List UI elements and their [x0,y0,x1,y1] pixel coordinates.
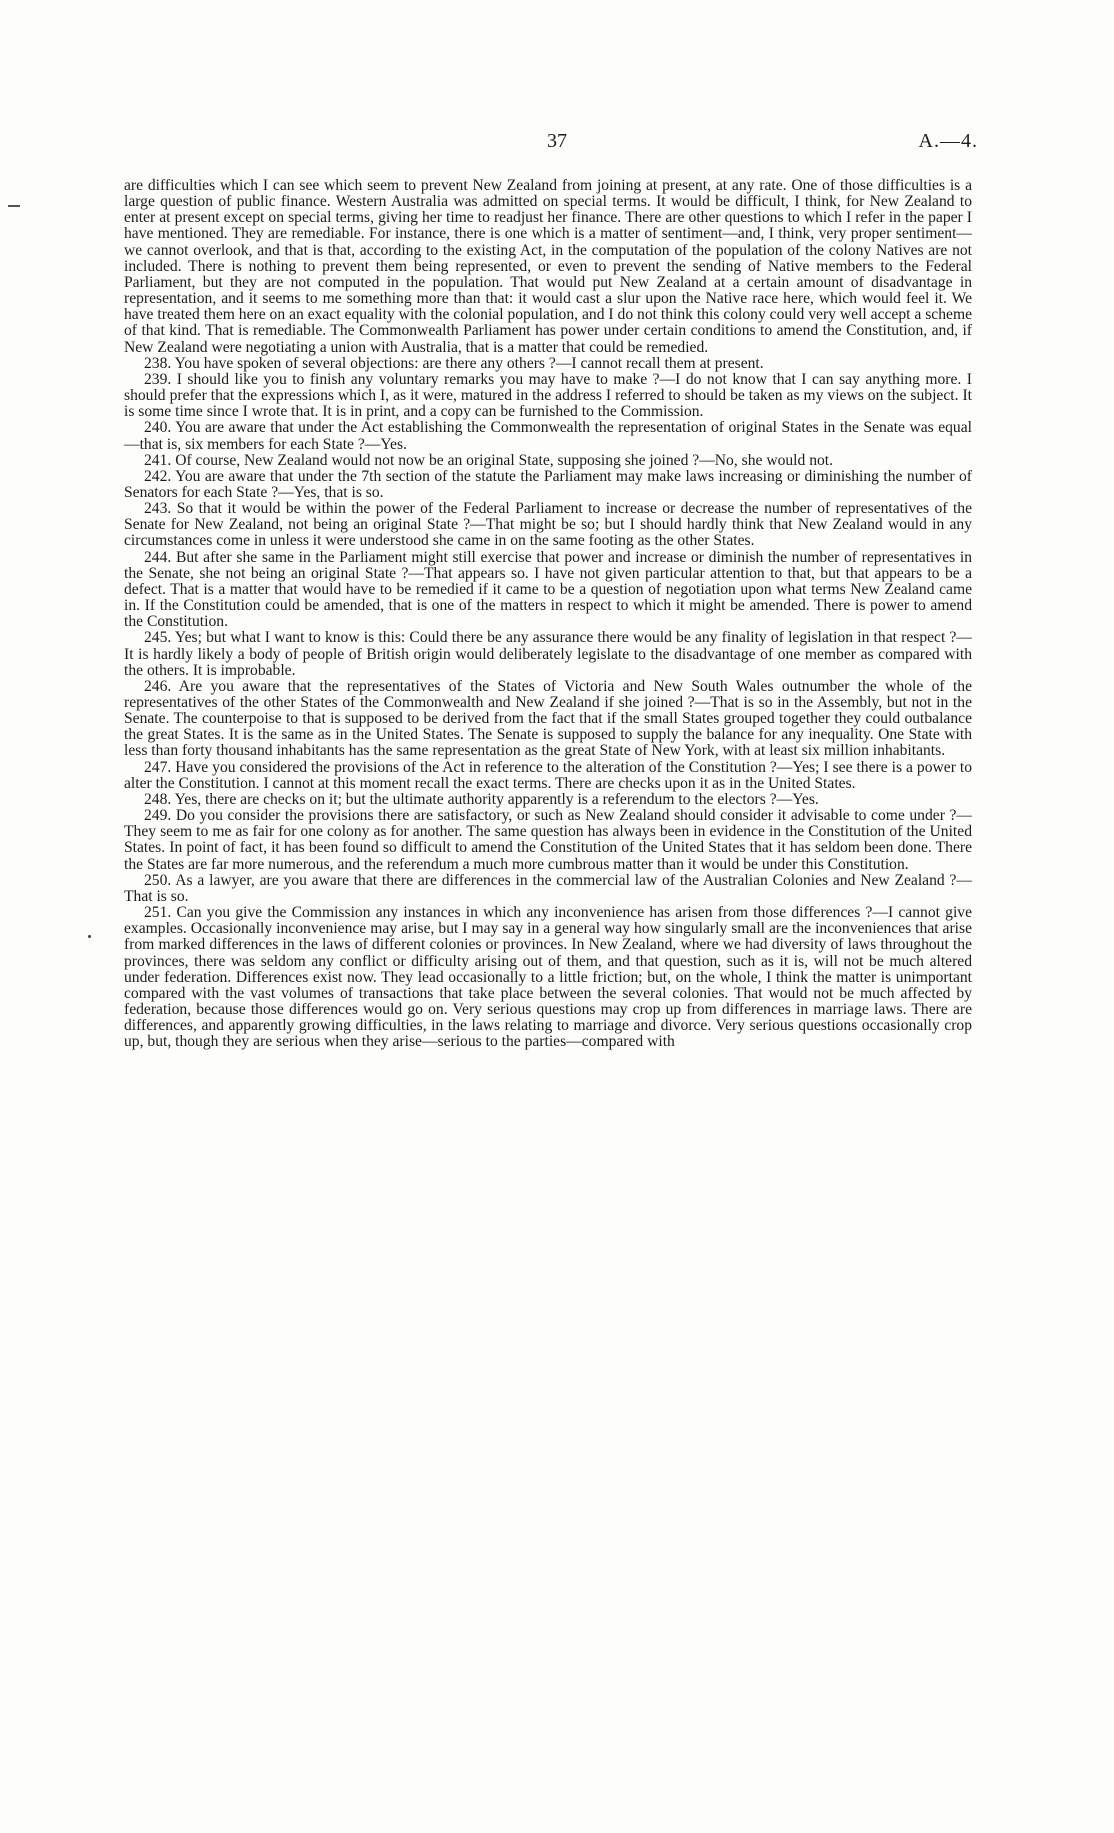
page-number: 37 [547,130,567,152]
continuation-paragraph: are difficulties which I can see which seem to prevent New Zealand from joining at present, at any rate. One of those difficulties is a large question of public finance. Western Australia was admitted on special terms. It would be difficult, I think, for New Zealand to enter at present except on special terms, giving her time to readjust her finance. There are other questions to which I refer in the paper I have mentioned. They are remediable. For instance, there is one which is a matter of sentiment—and, I think, very proper sentiment—we cannot overlook, and that is that, according to the existing Act, in the computation of the population of the colony Natives are not included. There is nothing to prevent them being represented, or even to prevent the sending of Native members to the Federal Parliament, but they are not computed in the population. That would put New Zealand at a certain amount of disadvantage in representation, and it seems to me something more than that: it would cast a slur upon the Native race here, which would feel it. We have treated them here on an exact equality with the colonial population, and I do not think this colony could very well accept a scheme of that kind. That is remediable. The Commonwealth Parliament has power under certain conditions to amend the Constitution, and, if New Zealand were negotiating a union with Australia, that is a matter that could be remedied. [124,177,972,356]
qa-paragraph: 244. But after she same in the Parliament might still exercise that power and increase or diminish the number of representatives in the Senate, she not being an original State ?—That appears so. I have not given particular attention to that, but that appears to be a defect. That is a matter that would have to be remedied if it came to be a question of negotiation upon what terms New Zealand came in. If the Constitution could be amended, that is one of the matters in respect to which it might be amended. There is power to amend the Constitution. [124,548,972,631]
qa-paragraph: 243. So that it would be within the power of the Federal Parliament to increase or decrease the number of representatives of the Senate for New Zealand, not being an original State ?—That might be so; but I should hardly think that New Zealand would in any circumstances come in unless it were understood she came in on the same footing as the other States. [124,500,972,550]
margin-dot [88,935,91,938]
qa-paragraph: 242. You are aware that under the 7th section of the statute the Parliament may make laws increasing or diminishing the number of Senators for each State ?—Yes, that is so. [124,467,972,501]
series-reference: A.—4. [918,130,978,152]
qa-paragraph: 238. You have spoken of several objections: are there any others ?—I cannot recall them at present. [144,354,764,372]
qa-paragraph: 247. Have you considered the provisions of the Act in reference to the alteration of the Constitution ?—Yes; I see there is a power to alter the Constitution. I cannot at this moment recall the exact terms. There are checks upon it as in the United States. [124,758,972,792]
qa-paragraph: 239. I should like you to finish any voluntary remarks you may have to make ?—I do not know that I can say anything more. I should prefer that the expressions which I, as it were, matured in the address I referred to should be taken as my views on the subject. It is some time since I wrote that. It is in print, and a copy can be furnished to the Commission. [124,370,972,421]
margin-mark [8,205,20,207]
qa-paragraph: 248. Yes, there are checks on it; but the ultimate authority apparently is a referendum to the electors ?—Yes. [144,790,819,808]
page-header [0,130,1114,156]
qa-paragraph: 241. Of course, New Zealand would not now be an original State, supposing she joined ?—No, she would not. [144,451,834,469]
qa-paragraph: 245. Yes; but what I want to know is this: Could there be any assurance there would be any finality of legislation in that respect ?—It is hardly likely a body of people of British origin would deliberately legislate to the disadvantage of one member as compared with the others. It is improbable. [124,629,972,679]
qa-paragraph: 250. As a lawyer, are you aware that there are differences in the commercial law of the Australian Colonies and New Zealand ?—That is so. [124,871,972,905]
document-body [124,178,972,1050]
qa-paragraph: 251. Can you give the Commission any instances in which any inconvenience has arisen from those differences ?—I cannot give examples. Occasionally inconvenience may arise, but I may say in a general way how singularly small are the inconveniences that arise from marked differences in the laws of different colonies or provinces. In New Zealand, where we had diversity of laws throughout the provinces, there was seldom any conflict or difficulty arising out of them, and that question, such as it is, will not be much altered under federation. Differences exist now. They lead occasionally to a little friction; but, on the whole, I think the matter is unimportant compared with the vast volumes of transactions that take place between the several colonies. That would not be much affected by federation, because those differences would go on. Very serious questions may crop up from differences in marriage laws. There are differences, and apparently growing difficulties, in the laws relating to marriage and divorce. Very serious questions occasionally crop up, but, though they are serious when they arise—serious to the parties—compared with [124,904,972,1051]
qa-paragraph: 249. Do you consider the provisions there are satisfactory, or such as New Zealand should consider it advisable to come under ?—They seem to me as fair for one colony as for another. The same question has always been in evidence in the Constitution of the United States. In point of fact, it has been found so difficult to amend the Constitution of the United States that it has seldom been done. There the States are far more numerous, and the referendum a much more cumbrous matter than it would be under this Constitution. [124,807,972,873]
qa-paragraph: 246. Are you aware that the representatives of the States of Victoria and New South Wales outnumber the whole of the representatives of the other States of the Commonwealth and New Zealand if she joined ?—That is so in the Assembly, but not in the Senate. The counterpoise to that is supposed to be derived from the fact that if the small States grouped together they could outbalance the great States. It is the same as in the United States. The Senate is supposed to supply the balance for any inequality. One State with less than forty thousand inhabitants has the same representation as the great State of New York, with at least six million inhabitants. [124,677,972,760]
qa-paragraph: 240. You are aware that under the Act establishing the Commonwealth the representation of original States in the Senate was equal—that is, six members for each State ?—Yes. [124,419,972,453]
